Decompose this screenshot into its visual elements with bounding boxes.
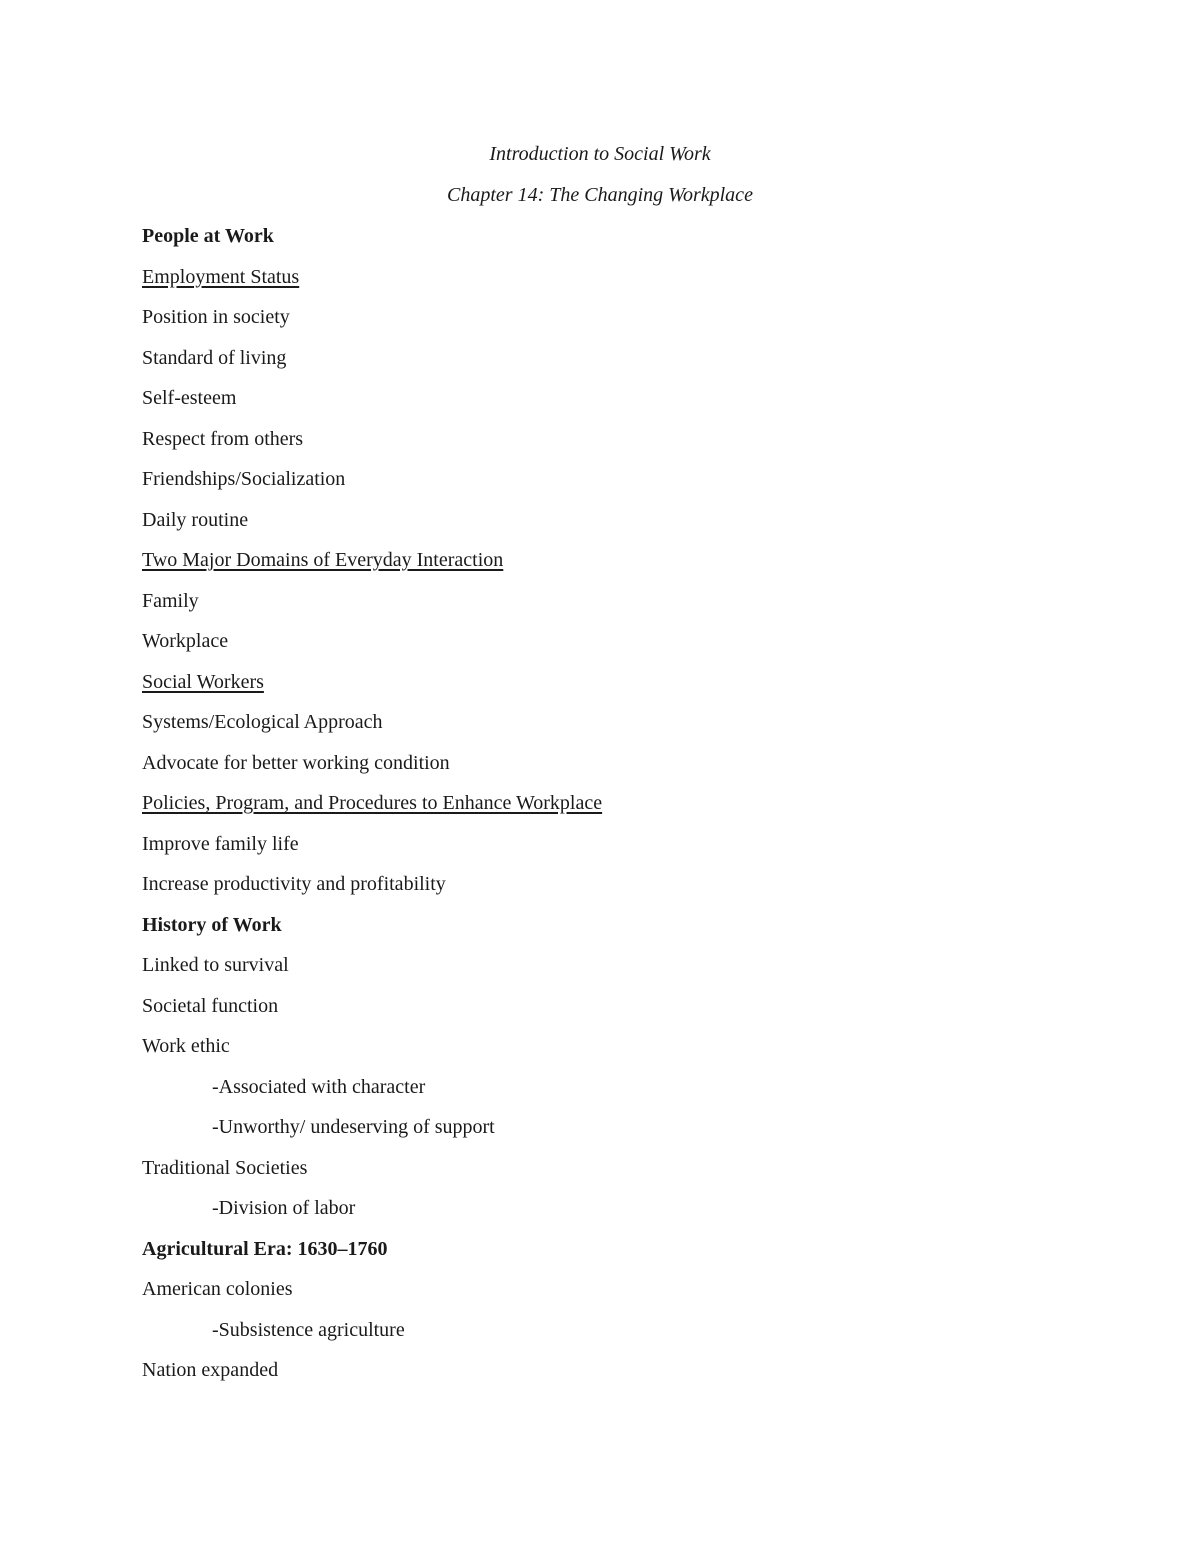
- chapter-title: Chapter 14: The Changing Workplace: [447, 184, 753, 206]
- list-item: Improve family life: [142, 832, 299, 855]
- document-body: [142, 224, 1142, 1399]
- list-item: Nation expanded: [142, 1359, 279, 1381]
- list-item: Increase productivity and profitability: [142, 873, 446, 895]
- list-item: Daily routine: [142, 508, 249, 531]
- indented-item: -Division of labor: [212, 1197, 356, 1219]
- subheading-policies-program-procedures: Policies, Program, and Procedures to Enhance Workplace: [142, 792, 603, 814]
- list-item: Traditional Societies: [142, 1156, 308, 1179]
- list-item: Respect from others: [142, 427, 304, 450]
- list-item: Position in society: [142, 306, 290, 328]
- list-item: Systems/Ecological Approach: [142, 711, 383, 733]
- indented-item: -Associated with character: [212, 1075, 426, 1098]
- list-item: Self-esteem: [142, 387, 237, 409]
- list-item: Workplace: [142, 630, 229, 652]
- subheading-two-major-domains: Two Major Domains of Everyday Interaction: [142, 549, 504, 571]
- indented-item: -Unworthy/ undeserving of support: [212, 1116, 495, 1138]
- indented-item: -Subsistence agriculture: [212, 1318, 405, 1341]
- list-item: Advocate for better working condition: [142, 751, 450, 774]
- list-item: American colonies: [142, 1278, 293, 1300]
- list-item: Societal function: [142, 994, 279, 1017]
- list-item: Friendships/Socialization: [142, 468, 346, 490]
- subheading-social-workers: Social Workers: [142, 670, 264, 693]
- section-heading-history-of-work: History of Work: [142, 913, 282, 936]
- document-title: Introduction to Social Work: [489, 143, 711, 165]
- list-item: Standard of living: [142, 346, 287, 369]
- section-heading-people-at-work: People at Work: [142, 225, 274, 247]
- section-heading-agricultural-era: Agricultural Era: 1630–1760: [142, 1237, 388, 1260]
- list-item: Linked to survival: [142, 954, 289, 976]
- list-item: Work ethic: [142, 1035, 230, 1057]
- list-item: Family: [142, 589, 199, 612]
- subheading-employment-status: Employment Status: [142, 265, 300, 288]
